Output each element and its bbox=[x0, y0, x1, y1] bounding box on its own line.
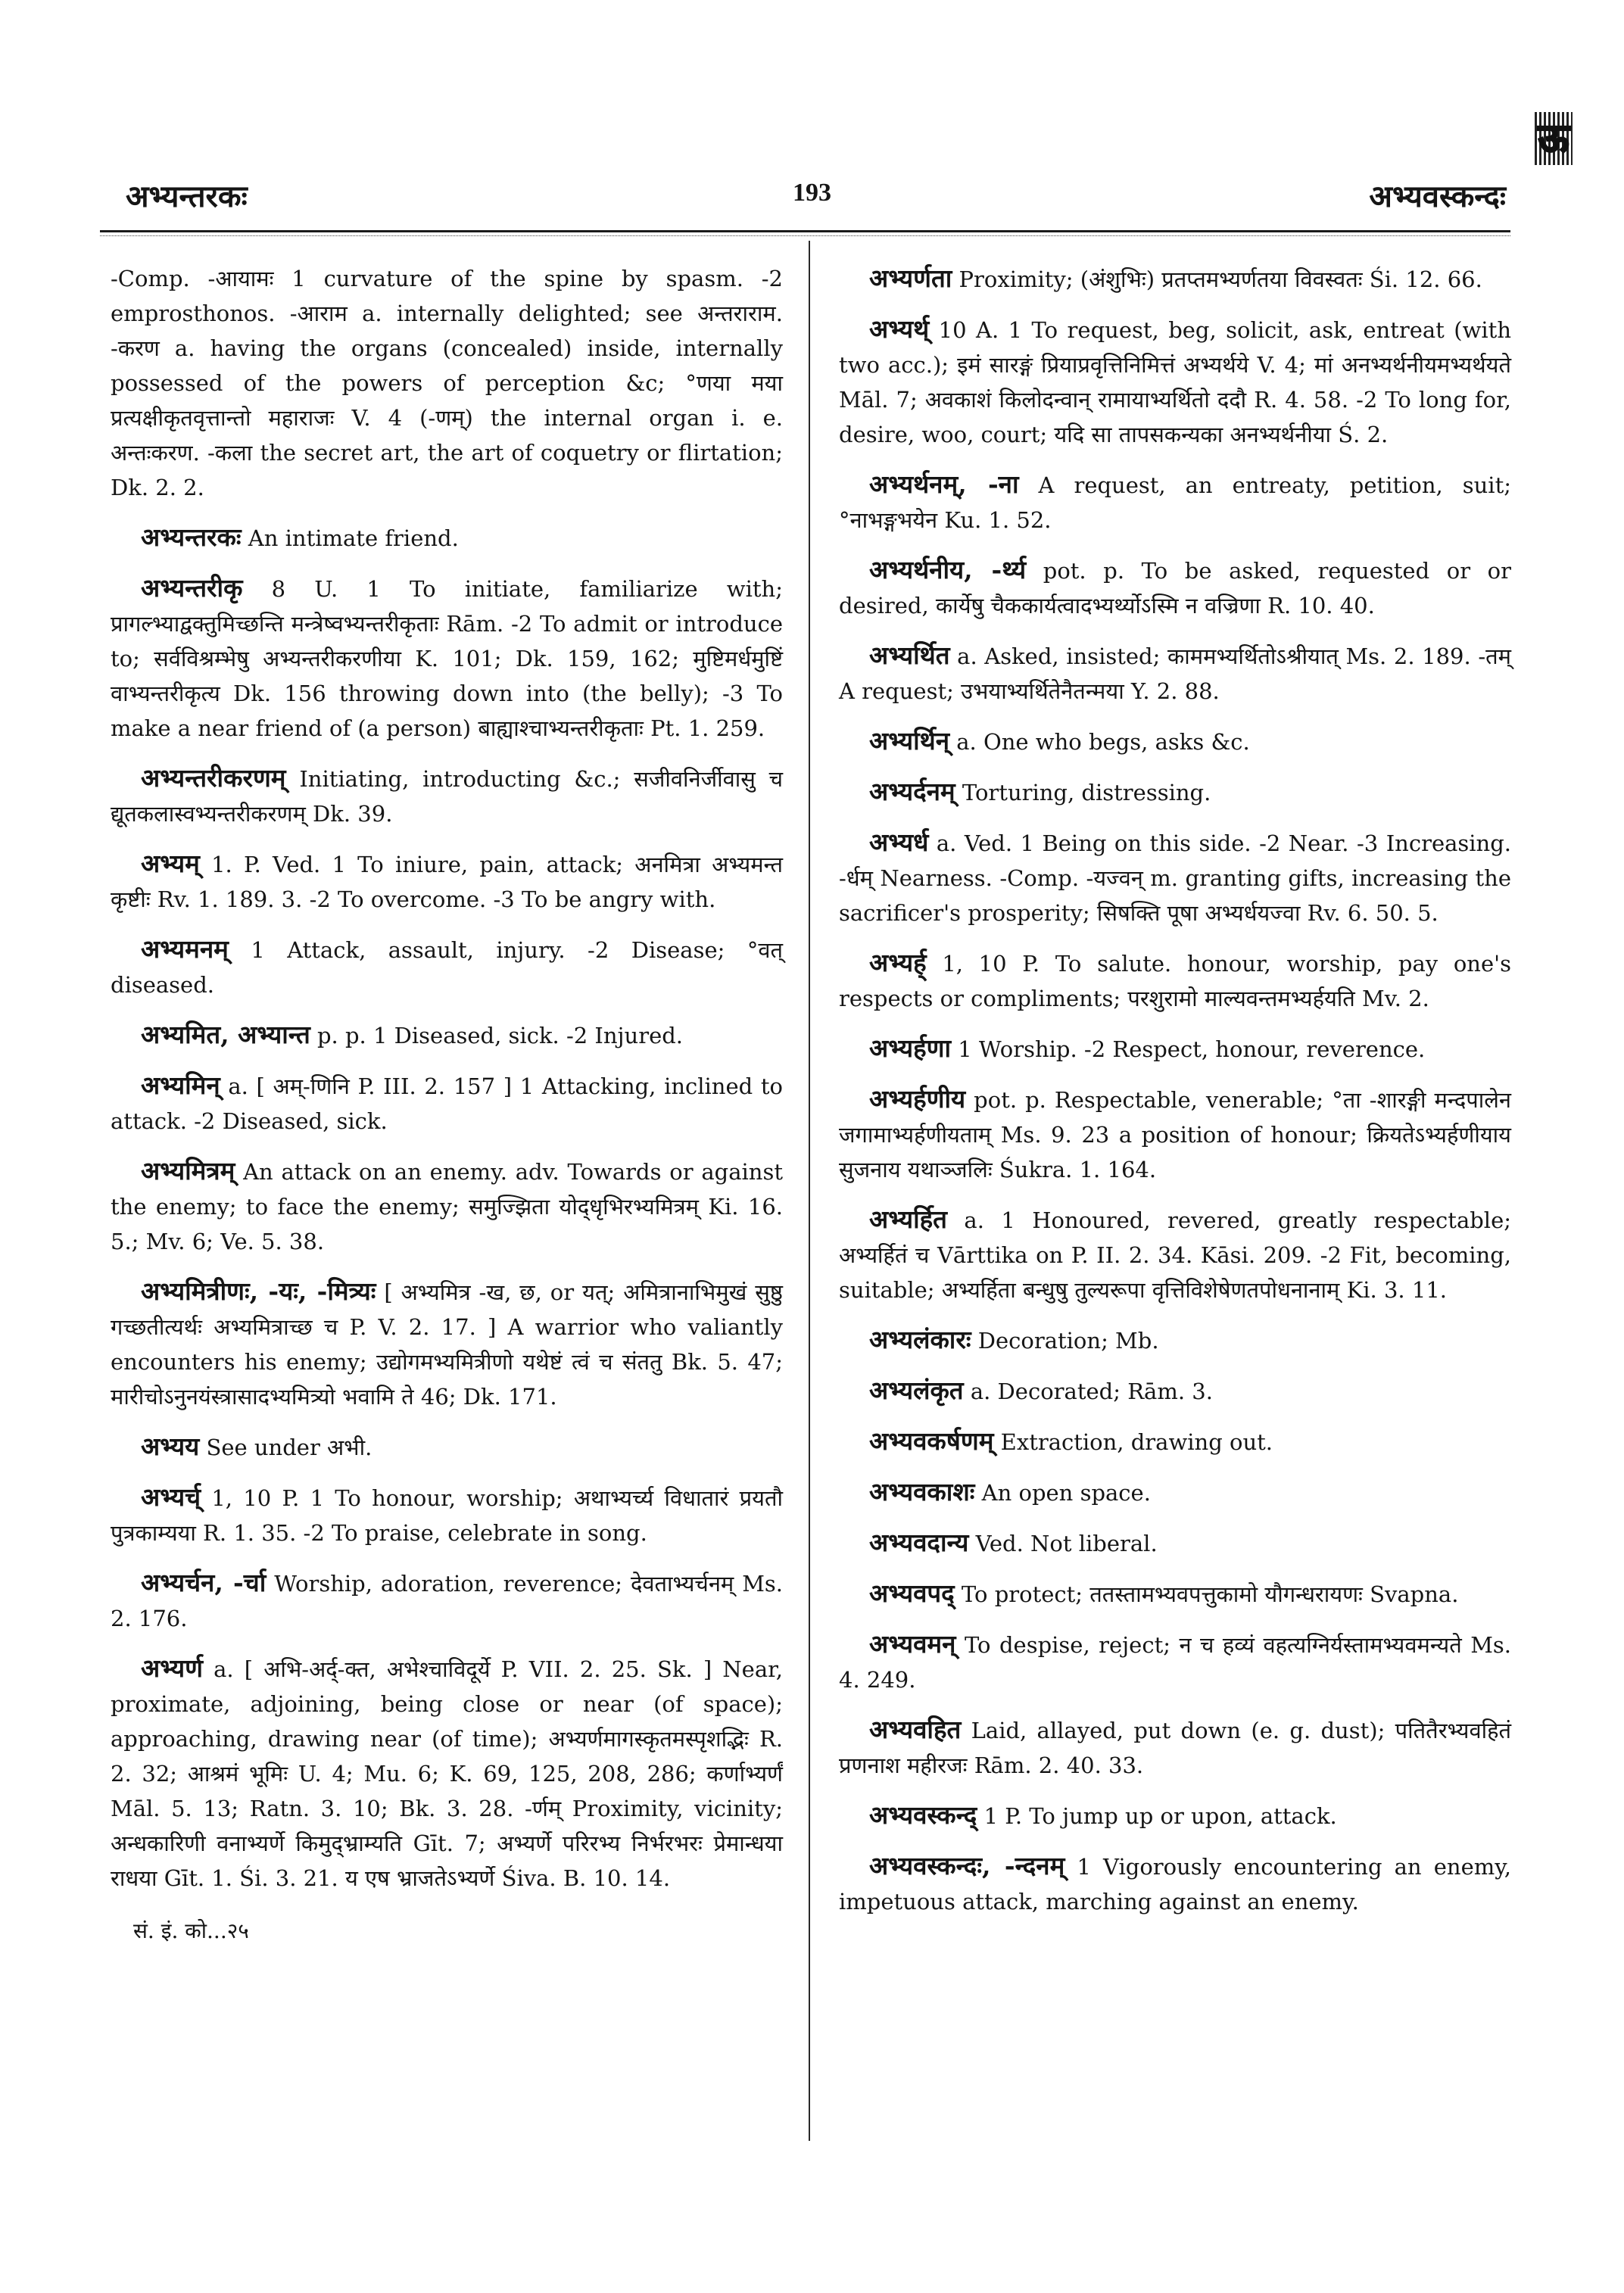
dictionary-entry bbox=[111, 1566, 783, 1636]
entry-headword: अभ्यर्ध bbox=[869, 827, 929, 857]
dictionary-entry bbox=[111, 520, 783, 556]
entry-headword: अभ्यन्तरीकृ bbox=[141, 573, 243, 603]
entry-definition: pot. p. Respectable, venerable; °ता -शारङ्गी मन्दपालेन जगामाभ्यर्हणीयताम् Ms. 9. 23 a position of honour; क्रियतेऽभ्यर्हणीयाय सुजनाय यथाञ्जलिः Śukra. 1. 164. bbox=[839, 1087, 1511, 1182]
dictionary-entry bbox=[839, 1576, 1511, 1612]
entry-definition: -Comp. -आयामः 1 curvature of the spine by spasm. -2 emprosthonos. -आराम a. internally delighted; see अन्तराराम. -करण a. having the organs (concealed) inside, internally possessed of the powers of perception &c; °णया मया प्रत्यक्षीकृतवृत्तान्तो महाराजः V. 4 (-णम्) the internal organ i. e. अन्तःकरण. -कला the secret art, the art of coquetry or flirtation; Dk. 2. 2. bbox=[111, 266, 783, 500]
entry-headword: अभ्यवस्कन्द् bbox=[869, 1800, 977, 1830]
dictionary-entry bbox=[839, 1373, 1511, 1409]
header-rule bbox=[100, 230, 1510, 232]
left-column bbox=[111, 261, 783, 1970]
dictionary-entry bbox=[839, 1712, 1511, 1783]
dictionary-entry bbox=[839, 1031, 1511, 1067]
page-number: 193 bbox=[793, 179, 831, 207]
entry-definition: Decoration; Mb. bbox=[977, 1328, 1159, 1354]
entry-headword: अभ्यवस्कन्दः, -न्दनम् bbox=[869, 1851, 1065, 1880]
dictionary-entry bbox=[839, 553, 1511, 623]
entry-definition: Proximity; (अंशुभिः) प्रतप्तमभ्यर्णतया विवस्वतः Śi. 12. 66. bbox=[959, 266, 1482, 292]
entry-headword: अभ्यलंकृत bbox=[869, 1375, 964, 1405]
running-head bbox=[114, 174, 1510, 220]
dictionary-entry bbox=[839, 1798, 1511, 1833]
entry-definition: [ अभ्यमित्र -ख, छ, or यत्; अमित्रानाभिमुखं सुष्ठु गच्छतीत्यर्थः अभ्यमित्राच्छ च P. V. 2. 17. ] A warrior who valiantly encounters his enemy; उद्योगमभ्यमित्रीणो यथेष्टं त्वं च संततु Bk. 5. 47; मारीचोऽनुनयंस्त्रासादभ्यमित्र्यो भवामि ते 46; Dk. 171. bbox=[111, 1279, 783, 1410]
entry-headword: अभ्यर्दनम् bbox=[869, 777, 955, 806]
entry-definition: 1, 10 P. To salute. honour, worship, pay one's respects or compliments; परशुरामो माल्यवन्तमभ्यर्हयति Mv. 2. bbox=[839, 951, 1511, 1011]
dictionary-entry bbox=[839, 825, 1511, 930]
dictionary-entry bbox=[839, 638, 1511, 709]
dictionary-entry bbox=[839, 946, 1511, 1016]
entry-headword: अभ्यर्ह् bbox=[869, 948, 927, 977]
running-head-right: अभ्यवस्कन्दः bbox=[1369, 179, 1506, 214]
entry-definition: Worship, adoration, reverence; देवताभ्यर्चनम् Ms. 2. 176. bbox=[111, 1571, 783, 1631]
dictionary-entry bbox=[839, 1525, 1511, 1561]
entry-headword: अभ्यर्थनम्, -ना bbox=[869, 469, 1019, 499]
dictionary-entry bbox=[111, 1017, 783, 1053]
entry-definition: 1 Vigorously encountering an enemy, impetuous attack, marching against an enemy. bbox=[839, 1854, 1511, 1914]
dictionary-entry bbox=[839, 1849, 1511, 1919]
entry-definition: a. [ अम्-णिनि P. III. 2. 157 ] 1 Attacking, inclined to attack. -2 Diseased, sick. bbox=[111, 1073, 783, 1134]
entry-headword: अभ्यर्थनीय, -र्थ्य bbox=[869, 555, 1027, 584]
entry-headword: अभ्यवहित bbox=[869, 1715, 962, 1744]
dictionary-entry bbox=[839, 1475, 1511, 1510]
entry-definition: a. 1 Honoured, revered, greatly respectable; अभ्यर्हितं च Vārttika on P. II. 2. 34. Kāsi. 209. -2 Fit, becoming, suitable; अभ्यर्हिता बन्धुषु तुल्यरूपा वृत्तिविशेषेणतपोधनानाम् Ki. 3. 11. bbox=[839, 1207, 1512, 1303]
entry-definition: 8 U. 1 To initiate, familiarize with; प्रागल्भ्याद्वक्तुमिच्छन्ति मन्त्रेष्वभ्यन्तरीकृताः Rām. -2 To admit or introduce to; सर्वविश्रम्भेषु अभ्यन्तरीकरणीया K. 101; Dk. 159, 162; मुष्टिमर्धमुष्टिं वाभ्यन्तरीकृत्य Dk. 156 throwing down into (the belly); -3 To make a near friend of (a person) बाह्याश्चाभ्यन्तरीकृताः Pt. 1. 259. bbox=[111, 576, 783, 741]
entry-definition: Torturing, distressing. bbox=[962, 780, 1211, 805]
entry-headword: अभ्यर्चन, -र्चा bbox=[141, 1568, 267, 1597]
dictionary-entry bbox=[839, 1202, 1511, 1307]
entry-definition: See under अभी. bbox=[206, 1435, 372, 1460]
dictionary-entry bbox=[111, 1154, 783, 1259]
right-column bbox=[839, 261, 1511, 1934]
dictionary-entry bbox=[839, 1424, 1511, 1460]
dictionary-entry bbox=[111, 1480, 783, 1550]
running-head-left: अभ्यन्तरकः bbox=[126, 179, 248, 214]
dictionary-entry bbox=[111, 261, 783, 505]
entry-headword: अभ्यवमन् bbox=[869, 1629, 956, 1659]
dictionary-entry bbox=[839, 774, 1511, 810]
entry-definition: A request, an entreaty, petition, suit; °नाभङ्गभयेन Ku. 1. 52. bbox=[839, 472, 1511, 533]
entry-definition: 1, 10 P. 1 To honour, worship; अथाभ्यर्च्य विधातारं प्रयतौ पुत्रकाम्यया R. 1. 35. -2 To praise, celebrate in song. bbox=[111, 1485, 784, 1546]
entry-headword: अभ्यन्तरीकरणम् bbox=[141, 763, 286, 793]
entry-definition: An open space. bbox=[981, 1480, 1151, 1506]
dictionary-entry bbox=[839, 724, 1511, 759]
entry-headword: अभ्यमित्रीणः, -यः, -मित्र्यः bbox=[141, 1276, 376, 1306]
entry-definition: 1 Worship. -2 Respect, honour, reverence. bbox=[958, 1036, 1426, 1062]
entry-definition: Laid, allayed, put down (e. g. dust); पतितैरभ्यवहितं प्रणनाश महीरजः Rām. 2. 40. 33. bbox=[839, 1718, 1512, 1778]
dictionary-entry bbox=[839, 1627, 1511, 1697]
entry-definition: 1. P. Ved. 1 To iniure, pain, attack; अनमित्रा अभ्यमन्त कृष्टीः Rv. 1. 189. 3. -2 To overcome. -3 To be angry with. bbox=[111, 852, 783, 912]
entry-definition: Extraction, drawing out. bbox=[1000, 1429, 1273, 1455]
dictionary-entry bbox=[111, 1651, 783, 1896]
entry-definition: 1 Attack, assault, injury. -2 Disease; °वत् diseased. bbox=[111, 937, 783, 998]
entry-headword: अभ्यवकाशः bbox=[869, 1477, 975, 1506]
entry-definition: a. One who begs, asks &c. bbox=[956, 729, 1250, 755]
entry-headword: अभ्यम् bbox=[141, 849, 200, 878]
header-rule-dotted bbox=[100, 235, 1510, 236]
entry-definition: Initiating, introducting &c.; सजीवनिर्जीवासु च द्यूतकलास्वभ्यन्तरीकरणम् Dk. 39. bbox=[111, 766, 784, 827]
entry-definition: An attack on an enemy. adv. Towards or against the enemy; to face the enemy; समुज्झिता योद्‌धृभिरभ्यमित्रम् Ki. 16. 5.; Mv. 6; Ve. 5. 38. bbox=[111, 1159, 783, 1254]
dictionary-entry bbox=[839, 261, 1511, 297]
page-edge-mark: ऊ bbox=[1535, 112, 1573, 165]
entry-definition: a. Decorated; Rām. 3. bbox=[970, 1379, 1213, 1404]
entry-definition: Ved. Not liberal. bbox=[975, 1531, 1158, 1556]
column-divider bbox=[809, 241, 810, 2141]
dictionary-entry bbox=[111, 1429, 783, 1465]
dictionary-entry bbox=[839, 312, 1511, 452]
dictionary-entry bbox=[839, 1323, 1511, 1358]
entry-headword: अभ्यवदान्य bbox=[869, 1528, 969, 1557]
entry-definition: a. Asked, insisted; काममभ्यर्थितोऽश्रीयात् Ms. 2. 189. -तम् A request; उभयाभ्यर्थितेनैतन्मया Y. 2. 88. bbox=[839, 643, 1512, 704]
entry-headword: अभ्यमनम् bbox=[141, 934, 229, 964]
entry-headword: अभ्यर्हणीय bbox=[869, 1084, 966, 1114]
dictionary-entry bbox=[839, 467, 1511, 537]
entry-headword: अभ्यलंकारः bbox=[869, 1325, 971, 1354]
entry-headword: अभ्यर्थिन् bbox=[869, 726, 950, 756]
entry-definition: 10 A. 1 To request, beg, solicit, ask, entreat (with two acc.); इमं सारङ्गं प्रियाप्रवृत्तिनिमित्तं अभ्यर्थये V. 4; मां अनभ्यर्थनीयमभ्यर्थयते Māl. 7; अवकाशं किलोदन्वान् रामायाभ्यर्थितो ददौ R. 4. 58. -2 To long for, desire, woo, court; यदि सा तापसकन्यका अनभ्यर्थनीया Ś. 2. bbox=[839, 317, 1512, 447]
entry-definition: An intimate friend. bbox=[248, 525, 459, 551]
entry-headword: अभ्यय bbox=[141, 1432, 200, 1461]
dictionary-entry bbox=[839, 1082, 1511, 1187]
entry-headword: अभ्यर्थित bbox=[869, 640, 950, 670]
dictionary-entry bbox=[111, 846, 783, 917]
entry-headword: अभ्यवपद् bbox=[869, 1578, 955, 1608]
entry-definition: To despise, reject; न च हव्यं वहत्यग्निर्यस्तामभ्यवमन्यते Ms. 4. 249. bbox=[839, 1632, 1511, 1693]
entry-headword: अभ्यर्च् bbox=[141, 1482, 201, 1512]
dictionary-entry bbox=[111, 1274, 783, 1414]
entry-definition: To protect; ततस्तामभ्यवपत्तुकामो यौगन्धरायणः Svapna. bbox=[961, 1581, 1459, 1607]
entry-headword: अभ्यमित्रम् bbox=[141, 1156, 235, 1185]
entry-headword: अभ्यमिन् bbox=[141, 1070, 220, 1100]
dictionary-entry bbox=[111, 1068, 783, 1139]
signature-mark: सं. इं. को...२५ bbox=[133, 1918, 249, 1943]
entry-definition: a. [ अभि-अर्द्-क्त, अभेश्चाविदूर्ये P. VII. 2. 25. Sk. ] Near, proximate, adjoining, being close or near (of space); approaching, drawing near (of time); अभ्यर्णमागस्कृतमस्पृशद्भिः R. 2. 32; आश्रमं भूमिः U. 4; Mu. 6; K. 69, 125, 208, 286; कर्णाभ्यर्णं Māl. 5. 13; Ratn. 3. 10; Bk. 3. 28. -र्णम् Proximity, vicinity; अन्धकारिणी वनाभ्यर्णे किमुद्भ्राम्यति Gīt. 7; अभ्यर्णे परिरभ्य निर्भरभरः प्रेमान्धया राधया Gīt. 1. Śi. 3. 21. य एष भ्राजतेऽभ्यर्णे Śiva. B. 10. 14. bbox=[111, 1656, 784, 1891]
entry-headword: अभ्यर्हित bbox=[869, 1204, 947, 1234]
entry-definition: p. p. 1 Diseased, sick. -2 Injured. bbox=[316, 1023, 684, 1048]
dictionary-entry bbox=[111, 761, 783, 831]
entry-headword: अभ्यर्ण bbox=[141, 1653, 203, 1683]
entry-headword: अभ्यर्णता bbox=[869, 263, 952, 293]
entry-headword: अभ्यवकर्षणम् bbox=[869, 1426, 994, 1456]
dictionary-entry bbox=[111, 932, 783, 1002]
entry-headword: अभ्यमित, अभ्यान्त bbox=[141, 1020, 310, 1049]
entry-definition: pot. p. To be asked, requested or or desired, कार्येषु चैककार्यत्वादभ्यर्थ्योऽस्मि न वज्रिणा R. 10. 40. bbox=[839, 558, 1512, 618]
entry-definition: 1 P. To jump up or upon, attack. bbox=[983, 1803, 1337, 1829]
entry-definition: a. Ved. 1 Being on this side. -2 Near. -3 Increasing. -र्धम् Nearness. -Comp. -यज्वन् m. granting gifts, increasing the sacrificer's prosperity; सिषक्ति पूषा अभ्यर्धयज्वा Rv. 6. 50. 5. bbox=[839, 830, 1512, 926]
entry-headword: अभ्यर्हणा bbox=[869, 1033, 952, 1063]
dictionary-entry bbox=[111, 571, 783, 746]
entry-headword: अभ्यर्थ् bbox=[869, 314, 930, 344]
entry-headword: अभ्यन्तरकः bbox=[141, 522, 242, 552]
